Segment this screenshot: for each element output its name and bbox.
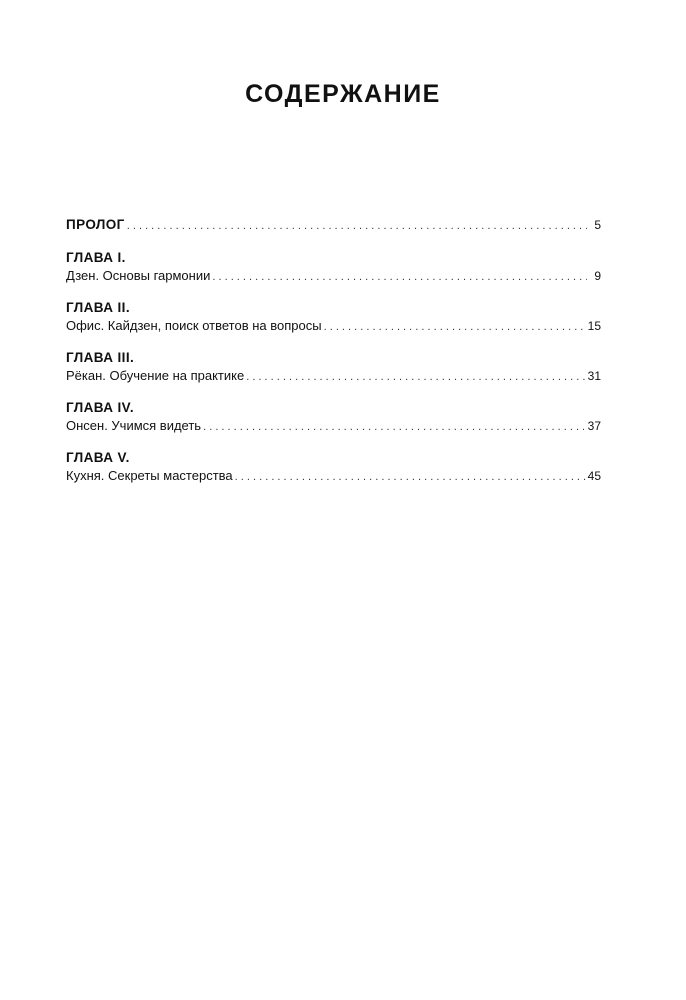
toc-line [66,417,601,435]
chapter-title: Рёкан. Обучение на практике [66,368,245,383]
toc-entry-prologue[interactable] [66,216,601,234]
leader-dots [127,217,587,235]
chapter-title: Кухня. Секреты мастерства [66,468,233,483]
toc-entry-chapter-2[interactable] [66,299,601,335]
chapter-heading: ГЛАВА V. [66,450,130,465]
table-of-contents [66,216,601,499]
toc-entry-chapter-5[interactable] [66,449,601,485]
chapter-heading: ГЛАВА I. [66,250,126,265]
leader-dots [235,468,586,486]
page-title: СОДЕРЖАНИЕ [245,80,441,108]
toc-page-number: 15 [587,319,601,333]
toc-page-number: 5 [594,218,601,232]
toc-prologue-label: ПРОЛОГ [66,217,125,232]
chapter-heading: ГЛАВА III. [66,350,135,365]
toc-entry-chapter-1[interactable] [66,249,601,285]
chapter-title: Онсен. Учимся видеть [66,418,202,433]
toc-line [66,367,601,385]
chapter-heading: ГЛАВА IV. [66,400,134,415]
leader-dots [212,268,587,286]
toc-line [66,317,601,335]
toc-entry-chapter-3[interactable] [66,349,601,385]
toc-line [66,267,601,285]
leader-dots [324,318,586,336]
toc-entry-chapter-4[interactable] [66,399,601,435]
chapter-title: Офис. Кайдзен, поиск ответов на вопросы [66,318,322,333]
leader-dots [246,368,585,386]
toc-page-number: 31 [587,369,601,383]
chapter-title: Дзен. Основы гармонии [66,268,211,283]
toc-line [66,467,601,485]
toc-page-number: 9 [594,269,601,283]
toc-line [66,216,601,234]
toc-page-number: 37 [587,419,601,433]
toc-page-number: 45 [587,469,601,483]
leader-dots [203,418,586,436]
chapter-heading: ГЛАВА II. [66,300,130,315]
